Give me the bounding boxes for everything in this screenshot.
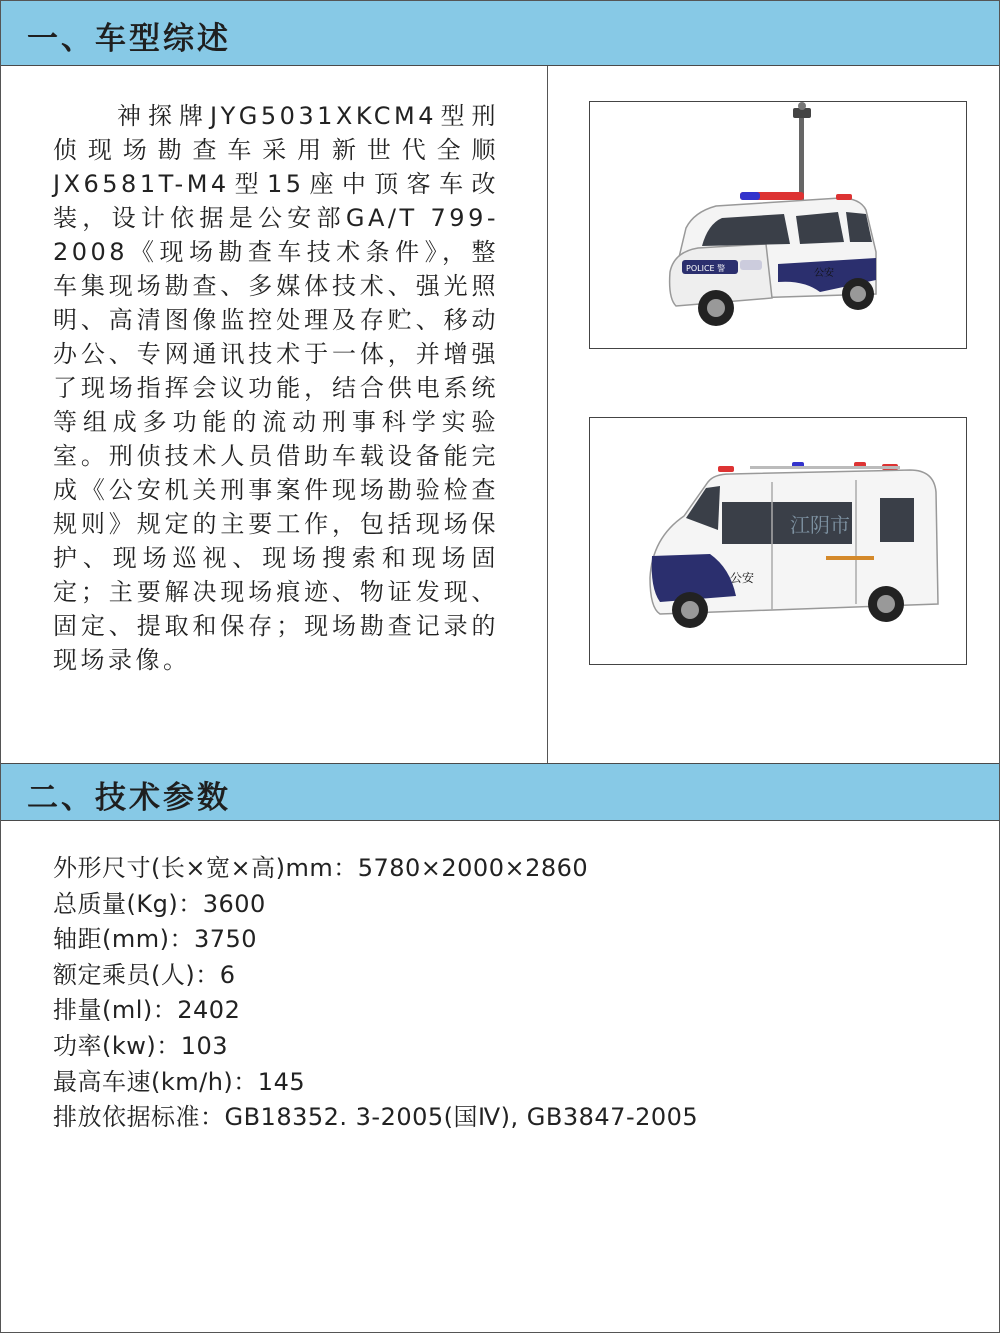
- spec-total-mass: 总质量(Kg)：3600: [53, 889, 266, 918]
- spec-max-speed: 最高车速(km/h)：145: [53, 1067, 306, 1096]
- spec-displacement: 排量(ml)：2402: [53, 996, 241, 1025]
- section-header-overview: [1, 1, 999, 66]
- overview-section: [1, 66, 999, 763]
- van-photo-front: [589, 101, 967, 349]
- spec-dimensions: 外形尺寸(长×宽×高)mm：5780×2000×2860: [53, 854, 589, 882]
- intro-paragraph: 神探牌JYG5031XKCM4型刑侦现场勘查车采用新世代全顺JX6581T-M4型15座中顶客车改装，设计依据是公安部GA/T 799-2008《现场勘查车技术条件》，整车集现场勘查、多媒体技术、强光照明、高清图像监控处理及存贮、移动办公、专网通讯技术于一体，并增强了现场指挥会议功能，结合供电系统等组成多功能的流动刑事科学实验室。刑侦技术人员借助车载设备能完成《公安机关刑事案件现场勘验检查规则》规定的主要工作，包括现场保护、现场巡视、现场搜索和现场固定；主要解决现场痕迹、物证发现、固定、提取和保存；现场勘查记录的现场录像。: [53, 102, 499, 674]
- van-side-illustration: [590, 418, 966, 664]
- column-divider: [547, 66, 548, 763]
- spec-power: 功率(kw)：103: [53, 1031, 229, 1060]
- section-title-specs: 二、技术参数: [27, 780, 231, 816]
- section-title-overview: 一、车型综述: [27, 21, 231, 57]
- specs-list: [53, 851, 953, 1136]
- van-side-text-1: 公安: [814, 268, 834, 279]
- spec-wheelbase: 轴距(mm)：3750: [53, 925, 258, 954]
- section-header-specs: [1, 763, 999, 821]
- van-front-illustration: [590, 102, 966, 348]
- police-badge-text: POLICE 警: [686, 264, 726, 273]
- van-side-text-2: 公安: [730, 571, 755, 585]
- spec-rated-crew: 额定乘员(人)：6: [53, 960, 236, 989]
- watermark-text: 江阴市: [790, 513, 850, 537]
- spec-emission-standard: 排放依据标准：GB18352. 3-2005(国Ⅳ), GB3847-2005: [53, 1103, 699, 1132]
- van-photo-side: [589, 417, 967, 665]
